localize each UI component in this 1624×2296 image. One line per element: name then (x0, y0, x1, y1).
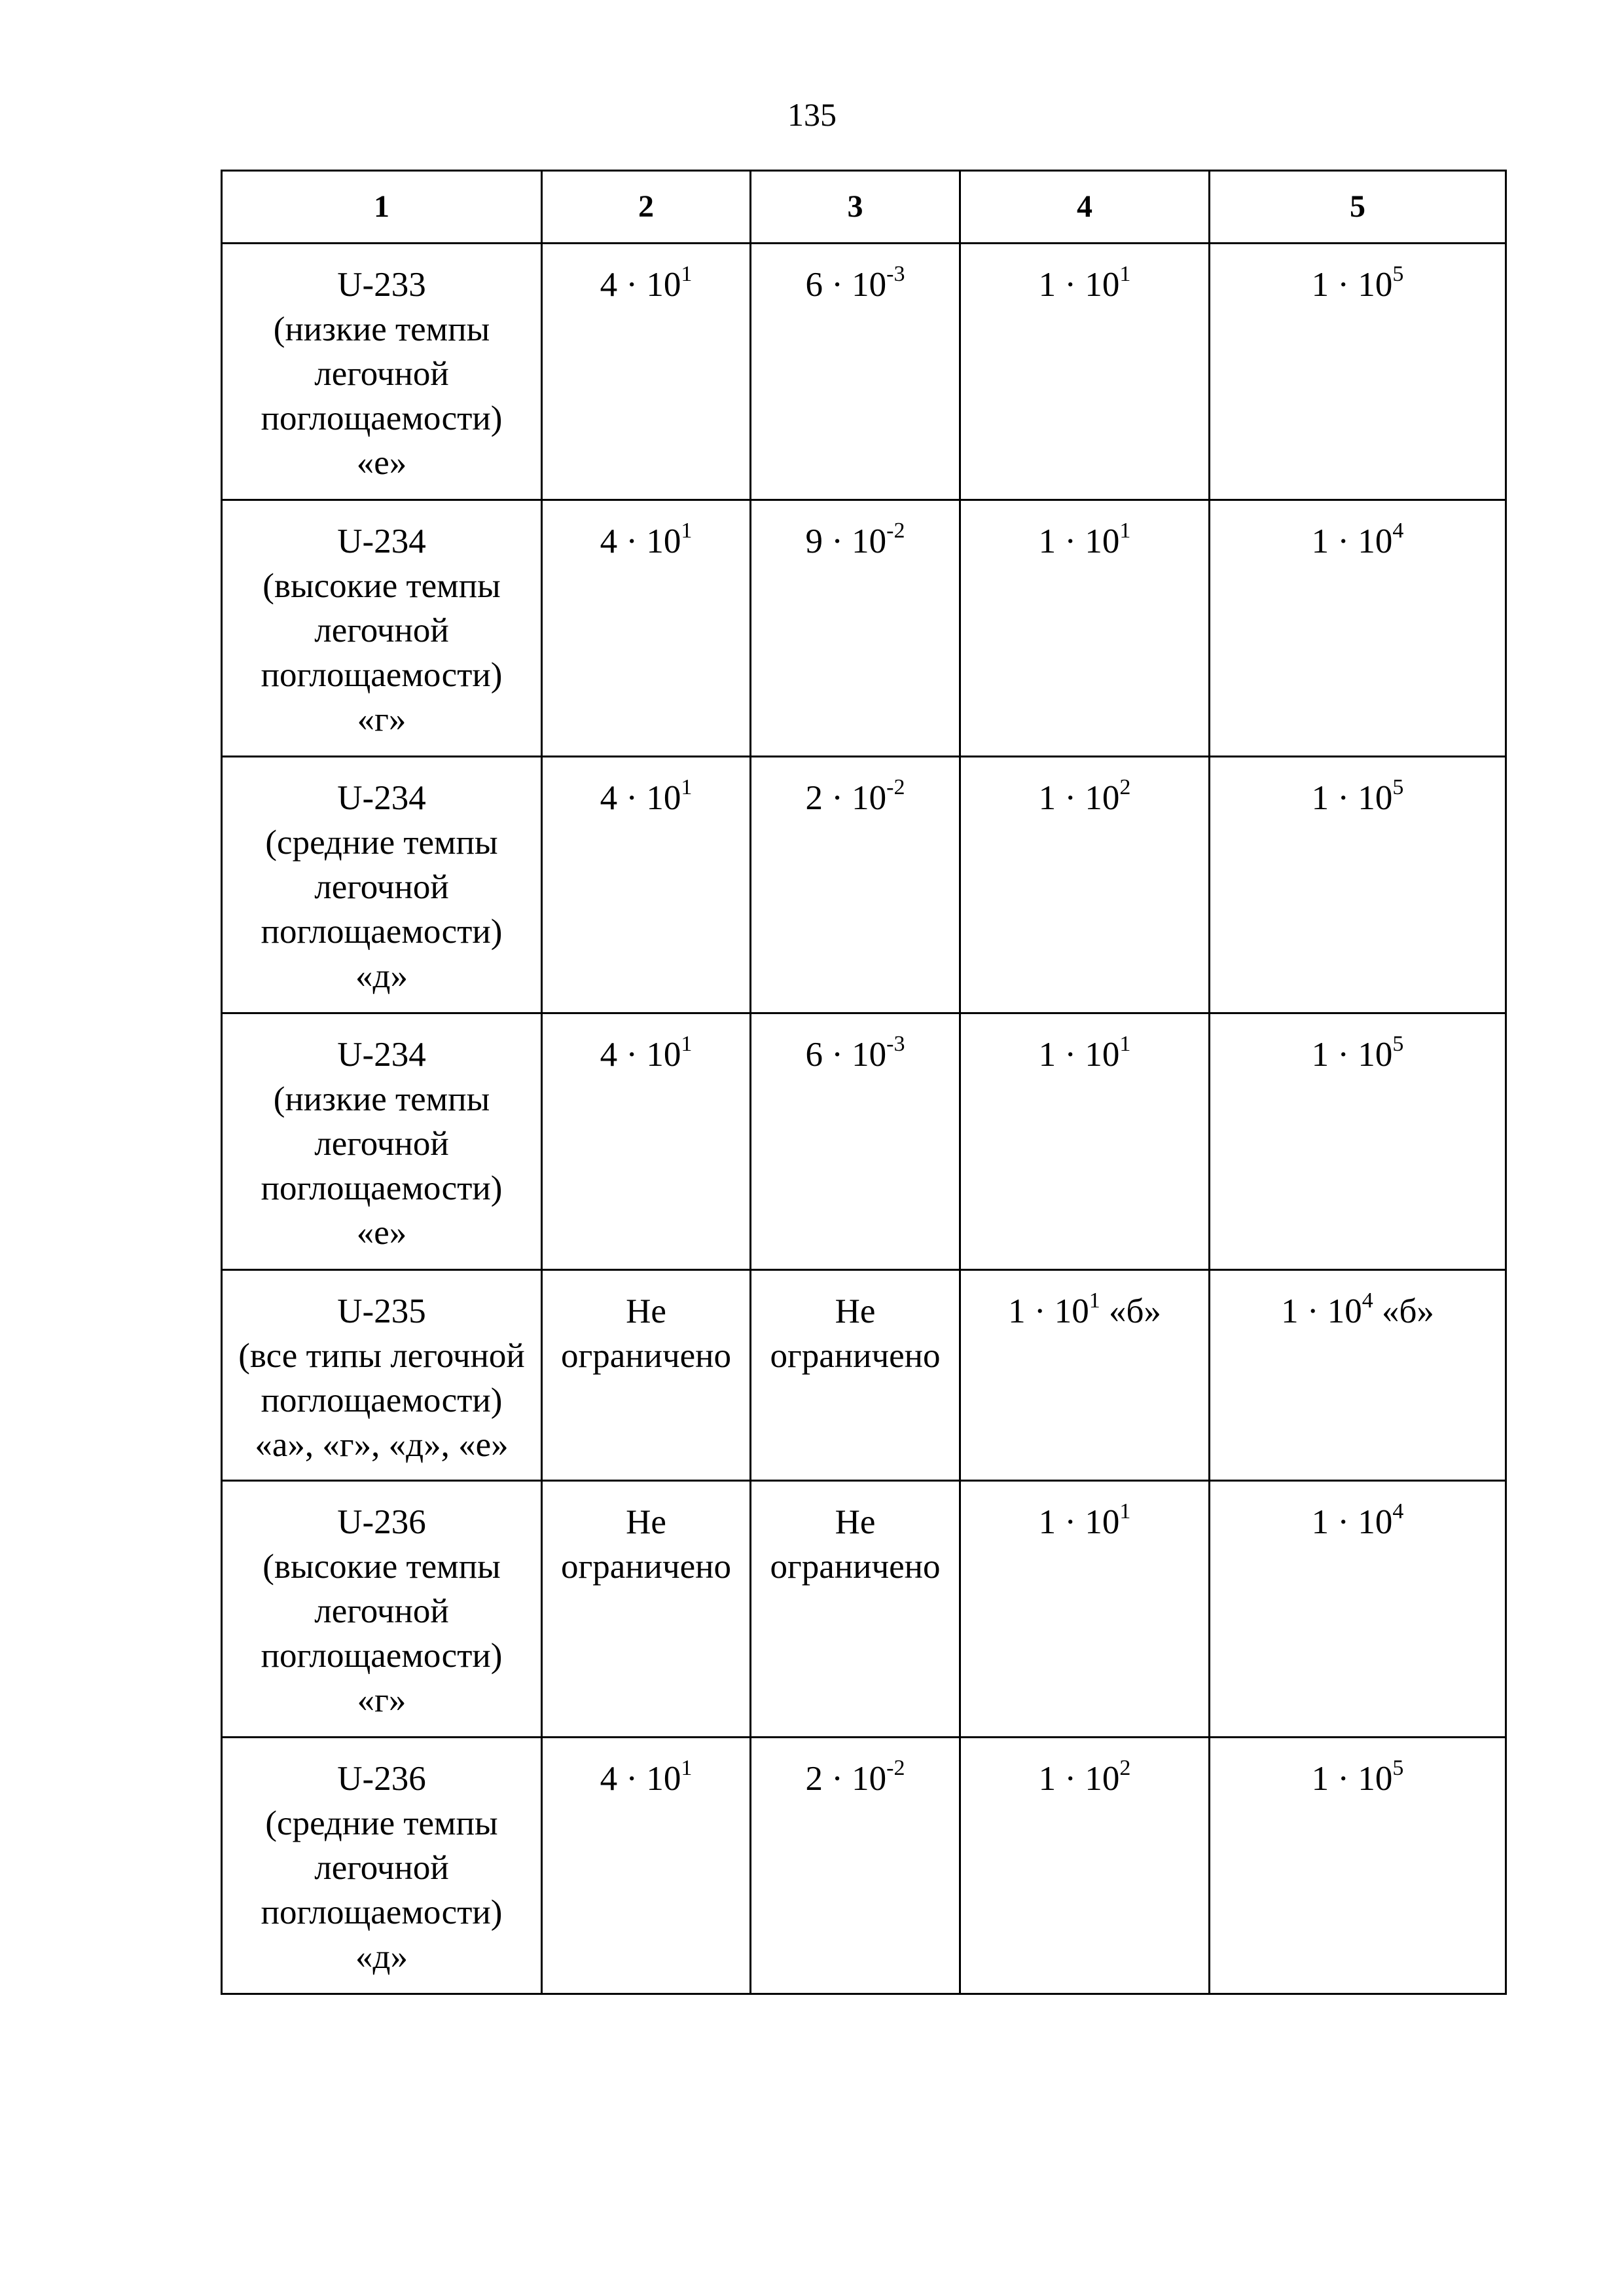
nuclide-cell (222, 1013, 542, 1270)
value-exponent: 4 (1362, 1288, 1373, 1313)
value-exponent: -3 (886, 1032, 905, 1057)
value-base: 10 (1085, 1036, 1120, 1074)
value-cell: $2 \cdot 10^{-2}$ (751, 1738, 960, 1994)
page-number: 135 (787, 96, 837, 133)
value-mantissa: 1 (1311, 1036, 1329, 1074)
value-cell: $4 \cdot 10^1$ (542, 1738, 751, 1994)
value-mantissa: 1 (1038, 1760, 1056, 1798)
nuclide-line: (высокие темпы (262, 567, 501, 605)
value-text-line: Не (835, 1292, 876, 1330)
value-exponent: -2 (886, 519, 905, 543)
nuclide-line: U-234 (337, 1036, 426, 1074)
column-header: 1 (222, 171, 542, 244)
table-row (222, 1481, 1506, 1738)
value-base: 10 (1358, 522, 1393, 560)
value-base: 10 (1085, 779, 1120, 817)
value-cell: $1 \cdot 10^4$ (1210, 1481, 1506, 1738)
value-base: 10 (1085, 266, 1120, 304)
value-exponent: 1 (1119, 1032, 1131, 1057)
nuclide-line: U-236 (337, 1503, 426, 1541)
value-cell: $1 \cdot 10^4$ (1210, 500, 1506, 757)
value-base: 10 (1085, 522, 1120, 560)
value-base: 10 (1358, 1760, 1393, 1798)
value-cell: $6 \cdot 10^{-3}$ (751, 1013, 960, 1270)
value-mantissa: 1 (1038, 779, 1056, 817)
value-mantissa: 1 (1311, 522, 1329, 560)
value-mantissa: 1 (1008, 1292, 1026, 1330)
value-exponent: 1 (681, 1756, 693, 1781)
value-base: 10 (852, 1036, 887, 1074)
value-text-line: ограничено (560, 1548, 732, 1586)
nuclide-line: «а», «г», «д», «е» (255, 1426, 509, 1464)
nuclide-line: поглощаемости) (261, 399, 503, 437)
value-exponent: 4 (1392, 1499, 1404, 1524)
nuclide-cell (222, 1481, 542, 1738)
value-mantissa: 1 (1038, 1036, 1056, 1074)
nuclide-line: легочной (314, 1849, 449, 1887)
value-exponent: 1 (681, 775, 693, 800)
nuclide-line: «г» (357, 1681, 406, 1719)
table-row (222, 757, 1506, 1013)
value-base: 10 (646, 1036, 681, 1074)
nuclide-line: легочной (314, 868, 449, 906)
value-base: 10 (1358, 779, 1393, 817)
nuclide-line: U-235 (337, 1292, 426, 1330)
value-base: 10 (1085, 1503, 1120, 1541)
value-cell: $1 \cdot 10^1$ (960, 1013, 1210, 1270)
value-cell: $1 \cdot 10^5$ (1210, 1738, 1506, 1994)
value-mantissa: 1 (1038, 266, 1056, 304)
value-mantissa: 4 (600, 1760, 618, 1798)
value-cell: $9 \cdot 10^{-2}$ (751, 500, 960, 757)
nuclide-line: «е» (356, 1214, 407, 1252)
value-cell: $6 \cdot 10^{-3}$ (751, 244, 960, 500)
value-cell (542, 1270, 751, 1481)
value-exponent: -2 (886, 775, 905, 800)
column-header: 3 (751, 171, 960, 244)
nuclide-line: поглощаемости) (261, 656, 503, 694)
nuclide-line: (средние темпы (265, 1804, 498, 1842)
nuclide-line: поглощаемости) (261, 1893, 503, 1931)
value-mantissa: 1 (1311, 779, 1329, 817)
nuclide-line: U-236 (337, 1760, 426, 1798)
value-mantissa: 1 (1038, 522, 1056, 560)
value-exponent: 1 (1089, 1288, 1100, 1313)
nuclide-line: поглощаемости) (261, 913, 503, 951)
nuclide-cell (222, 1270, 542, 1481)
nuclide-line: легочной (314, 355, 449, 393)
column-header: 4 (960, 171, 1210, 244)
value-mantissa: 2 (805, 779, 823, 817)
value-cell: $1 \cdot 10^1$ (960, 1481, 1210, 1738)
value-base: 10 (852, 522, 887, 560)
value-text-line: ограничено (770, 1548, 941, 1586)
nuclide-line: «д» (355, 1938, 408, 1976)
table-row (222, 1013, 1506, 1270)
value-exponent: 5 (1392, 1756, 1404, 1781)
value-cell: $1 \cdot 10^1$ (960, 244, 1210, 500)
nuclide-line: поглощаемости) (261, 1381, 503, 1419)
value-cell: $1 \cdot 10^5$ (1210, 244, 1506, 500)
value-text-line: ограничено (770, 1337, 941, 1375)
value-base: 10 (646, 266, 681, 304)
value-cell: $4 \cdot 10^1$ (542, 244, 751, 500)
value-exponent: 5 (1392, 1032, 1404, 1057)
value-mantissa: 4 (600, 266, 618, 304)
value-exponent: 2 (1119, 775, 1131, 800)
value-mantissa: 2 (805, 1760, 823, 1798)
value-text-line: Не (626, 1503, 666, 1541)
value-note-suffix: «б» (1381, 1292, 1434, 1330)
table-row (222, 500, 1506, 757)
value-base: 10 (646, 779, 681, 817)
value-base: 10 (1358, 266, 1393, 304)
value-exponent: 4 (1392, 519, 1404, 543)
value-cell: $4 \cdot 10^1$ (542, 1013, 751, 1270)
table-header-row (222, 171, 1506, 244)
value-mantissa: 9 (805, 522, 823, 560)
value-mantissa: 6 (805, 266, 823, 304)
nuclide-line: U-234 (337, 779, 426, 817)
value-cell: $1 \cdot 10^1$ (960, 500, 1210, 757)
value-cell: $1 \cdot 10^4$ «б» (1210, 1270, 1506, 1481)
value-cell (542, 1481, 751, 1738)
value-exponent: 1 (1119, 262, 1131, 287)
nuclide-line: легочной (314, 1125, 449, 1163)
value-base: 10 (1327, 1292, 1362, 1330)
value-base: 10 (646, 1760, 681, 1798)
value-exponent: 1 (681, 1032, 693, 1057)
value-exponent: -3 (886, 262, 905, 287)
value-mantissa: 1 (1311, 266, 1329, 304)
value-exponent: 1 (1119, 1499, 1131, 1524)
table-body (222, 244, 1506, 1994)
nuclide-cell (222, 1738, 542, 1994)
nuclide-line: (средние темпы (265, 824, 498, 862)
nuclide-line: U-233 (337, 266, 426, 304)
value-exponent: 1 (681, 262, 693, 287)
value-mantissa: 1 (1311, 1760, 1329, 1798)
nuclide-line: (все типы легочной (238, 1337, 525, 1375)
value-mantissa: 4 (600, 779, 618, 817)
value-base: 10 (1358, 1036, 1393, 1074)
value-mantissa: 1 (1281, 1292, 1299, 1330)
nuclide-line: U-234 (337, 522, 426, 560)
nuclide-line: (низкие темпы (273, 310, 490, 348)
value-base: 10 (852, 1760, 887, 1798)
table-row (222, 244, 1506, 500)
value-text-line: Не (626, 1292, 666, 1330)
value-cell: $1 \cdot 10^2$ (960, 1738, 1210, 1994)
value-cell: $1 \cdot 10^5$ (1210, 757, 1506, 1013)
value-base: 10 (1085, 1760, 1120, 1798)
value-exponent: 5 (1392, 775, 1404, 800)
value-cell: $2 \cdot 10^{-2}$ (751, 757, 960, 1013)
value-mantissa: 4 (600, 522, 618, 560)
value-exponent: -2 (886, 1756, 905, 1781)
value-note-suffix: «б» (1108, 1292, 1161, 1330)
value-cell: $1 \cdot 10^5$ (1210, 1013, 1506, 1270)
value-base: 10 (1054, 1292, 1089, 1330)
value-mantissa: 6 (805, 1036, 823, 1074)
value-mantissa: 1 (1038, 1503, 1056, 1541)
column-header: 2 (542, 171, 751, 244)
nuclide-line: легочной (314, 1592, 449, 1630)
value-mantissa: 1 (1311, 1503, 1329, 1541)
value-text-line: Не (835, 1503, 876, 1541)
value-base: 10 (852, 779, 887, 817)
nuclide-line: (высокие темпы (262, 1548, 501, 1586)
value-base: 10 (1358, 1503, 1393, 1541)
value-base: 10 (646, 522, 681, 560)
nuclide-line: (низкие темпы (273, 1080, 490, 1118)
value-cell: $4 \cdot 10^1$ (542, 757, 751, 1013)
value-text-line: ограничено (560, 1337, 732, 1375)
value-exponent: 1 (681, 519, 693, 543)
value-cell (751, 1270, 960, 1481)
nuclide-line: «е» (356, 444, 407, 482)
value-exponent: 1 (1119, 519, 1131, 543)
column-header: 5 (1210, 171, 1506, 244)
nuclide-line: поглощаемости) (261, 1169, 503, 1207)
value-cell: $1 \cdot 10^1$ «б» (960, 1270, 1210, 1481)
table-row (222, 1270, 1506, 1481)
nuclide-cell (222, 757, 542, 1013)
value-mantissa: 4 (600, 1036, 618, 1074)
value-cell: $1 \cdot 10^2$ (960, 757, 1210, 1013)
value-cell (751, 1481, 960, 1738)
value-base: 10 (852, 266, 887, 304)
nuclide-line: легочной (314, 611, 449, 649)
nuclide-cell (222, 244, 542, 500)
value-exponent: 5 (1392, 262, 1404, 287)
nuclide-line: поглощаемости) (261, 1637, 503, 1675)
nuclide-line: «г» (357, 701, 406, 738)
table-row (222, 1738, 1506, 1994)
value-exponent: 2 (1119, 1756, 1131, 1781)
nuclide-cell (222, 500, 542, 757)
nuclide-line: «д» (355, 957, 408, 995)
data-table (221, 170, 1507, 1995)
value-cell: $4 \cdot 10^1$ (542, 500, 751, 757)
